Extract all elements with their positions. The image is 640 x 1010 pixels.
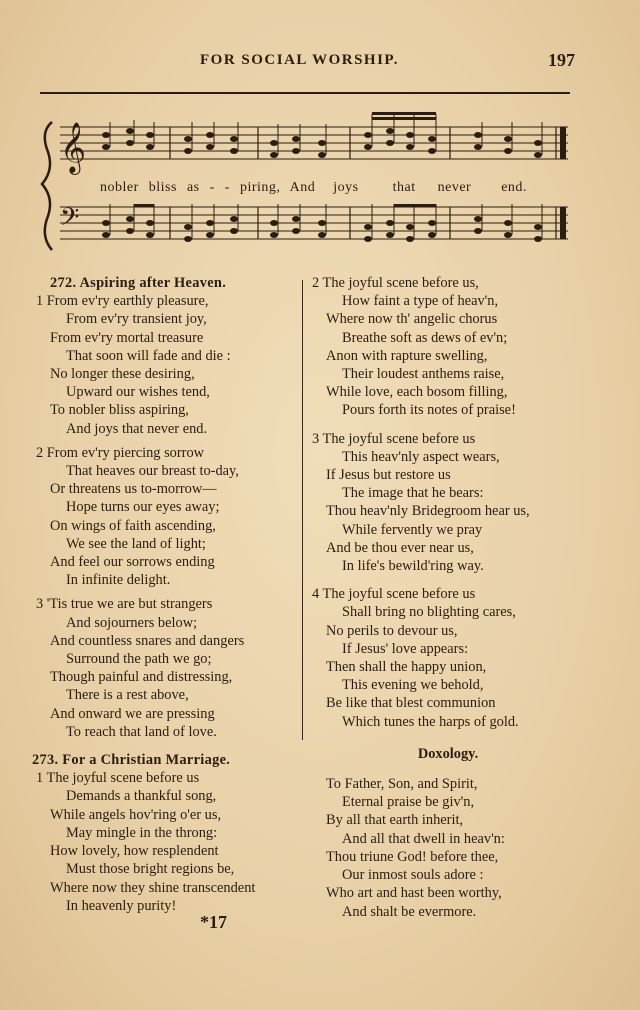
verse-line: Must those bright regions be, <box>66 861 235 878</box>
hymn-273-stanza-3 <box>308 430 588 576</box>
verse-line: To nobler bliss aspiring, <box>50 402 189 419</box>
verse-line: Hope turns our eyes away; <box>66 499 220 516</box>
verse-line: May mingle in the throng: <box>66 824 218 841</box>
verse-line: And joys that never end. <box>66 420 208 437</box>
music-lyric-syllable: as <box>186 180 200 195</box>
verse-line: No perils to devour us, <box>326 622 458 639</box>
verse-line: In infinite delight. <box>66 572 171 589</box>
verse-line: We see the land of light; <box>66 535 206 552</box>
verse-line: Who art and hast been worthy, <box>326 885 502 902</box>
verse-line: Their loudest anthems raise, <box>342 366 505 383</box>
music-lyric-syllable: never <box>437 180 472 195</box>
verse-line: And sojourners below; <box>66 614 198 631</box>
verse-line: Thou heav'nly Bridegroom hear us, <box>326 503 530 520</box>
music-lyric-syllable: bliss <box>148 180 177 195</box>
hymn-273-stanza-2 <box>308 274 588 420</box>
verse-line: Be like that blest communion <box>326 695 496 712</box>
verse-line: And onward we are pressing <box>50 705 215 722</box>
verse-line: 2 The joyful scene before us, <box>312 275 479 291</box>
verse-line: Where now they shine transcendent <box>50 879 256 896</box>
verse-line: How lovely, how resplendent <box>50 843 219 860</box>
verse-line: Surround the path we go; <box>66 651 212 668</box>
doxology-stanza <box>308 775 588 921</box>
music-lyric-syllable: - <box>224 180 230 195</box>
verse-line: If Jesus' love appears: <box>342 640 469 657</box>
signature-mark: *17 <box>200 912 227 932</box>
verse-line: Our inmost souls adore : <box>342 867 484 884</box>
verse-line: 3 'Tis true we are but strangers <box>36 596 213 613</box>
verse-line: 3 The joyful scene before us <box>312 430 476 447</box>
verse-line: In heavenly purity! <box>66 897 177 914</box>
verse-line: How faint a type of heav'n, <box>342 293 499 310</box>
hymn-273-title: 273. For a Christian Marriage. <box>32 752 231 769</box>
verse-line: From ev'ry transient joy, <box>66 311 207 328</box>
verse-line: If Jesus but restore us <box>326 467 451 484</box>
music-lyric-syllable: piring, <box>239 180 281 195</box>
verse-line: From ev'ry mortal treasure <box>50 329 204 346</box>
verse-line: Then shall the happy union, <box>326 659 487 676</box>
verse-line: Eternal praise be giv'n, <box>342 794 475 811</box>
right-column <box>308 274 588 927</box>
verse-line: In life's bewild'ring way. <box>342 558 484 575</box>
verse-line: 2 From ev'ry piercing sorrow <box>36 444 205 461</box>
header-rule <box>40 92 570 94</box>
verse-line: Though painful and distressing, <box>50 669 233 686</box>
verse-line: 4 The joyful scene before us <box>312 586 476 603</box>
verse-line: Anon with rapture swelling, <box>326 347 488 364</box>
hymn-272-stanza-2 <box>32 444 300 590</box>
verse-line: While love, each bosom filling, <box>326 384 508 401</box>
verse-line: Shall bring no blighting cares, <box>342 604 516 621</box>
hymn-273-stanza-1 <box>32 769 300 915</box>
music-lyric-syllable: that <box>392 180 416 195</box>
hymn-272-title: 272. Aspiring after Heaven. <box>50 275 227 291</box>
doxology-title: Doxology. <box>417 745 479 762</box>
music-lyric-syllable: end. <box>501 180 527 195</box>
verse-line: Breathe soft as dews of ev'n; <box>342 329 508 346</box>
verse-line: Thou triune God! before thee, <box>326 848 499 865</box>
music-lyric-syllable: - <box>209 180 215 195</box>
column-divider <box>302 280 303 740</box>
verse-line: This evening we behold, <box>342 677 484 694</box>
verse-line: To reach that land of love. <box>66 723 217 740</box>
verse-line: By all that earth inherit, <box>326 812 464 829</box>
verse-line: And be thou ever near us, <box>326 539 474 556</box>
music-lyric-syllable: joys <box>333 180 359 195</box>
svg-text:𝄞: 𝄞 <box>60 122 87 173</box>
verse-line: And countless snares and dangers <box>50 632 245 649</box>
verse-line: While angels hov'ring o'er us, <box>50 806 222 823</box>
verse-line: Or threatens us to-morrow— <box>50 481 217 498</box>
verse-line: The image that he bears: <box>342 485 484 502</box>
verse-line: This heav'nly aspect wears, <box>342 448 500 465</box>
verse-line: There is a rest above, <box>66 687 189 704</box>
left-column <box>32 274 300 921</box>
verse-line: Pours forth its notes of praise! <box>342 402 516 419</box>
verse-line: No longer these desiring, <box>50 366 195 383</box>
hymn-272-stanza-3 <box>32 595 300 741</box>
running-title: FOR SOCIAL WORSHIP. <box>200 52 399 68</box>
verse-line: 1 The joyful scene before us <box>36 770 200 787</box>
verse-line: That heaves our breast to-day, <box>66 463 239 480</box>
music-lyric-line <box>100 180 533 196</box>
music-lyric-syllable: And <box>289 180 316 195</box>
verse-line: To Father, Son, and Spirit, <box>326 776 478 793</box>
verse-line: While fervently we pray <box>342 521 483 538</box>
verse-line: Where now th' angelic chorus <box>326 311 498 328</box>
verse-line: And all that dwell in heav'n: <box>342 830 505 847</box>
verse-line: And feel our sorrows ending <box>50 554 215 571</box>
music-lyric-syllable: nobler <box>100 180 139 195</box>
verse-line: That soon will fade and die : <box>66 347 231 364</box>
verse-line: Upward our wishes tend, <box>66 384 210 401</box>
verse-line: 1 From ev'ry earthly pleasure, <box>36 293 209 310</box>
verse-line: On wings of faith ascending, <box>50 517 216 534</box>
hymn-272-stanza-1 <box>32 292 300 438</box>
hymn-273-stanza-4 <box>308 585 588 731</box>
verse-line: Demands a thankful song, <box>66 788 217 805</box>
verse-line: And shalt be evermore. <box>342 903 477 920</box>
svg-text:𝄢: 𝄢 <box>60 203 80 238</box>
running-header <box>40 50 575 74</box>
verse-line: Which tunes the harps of gold. <box>342 713 519 730</box>
page-number: 197 <box>548 50 575 70</box>
